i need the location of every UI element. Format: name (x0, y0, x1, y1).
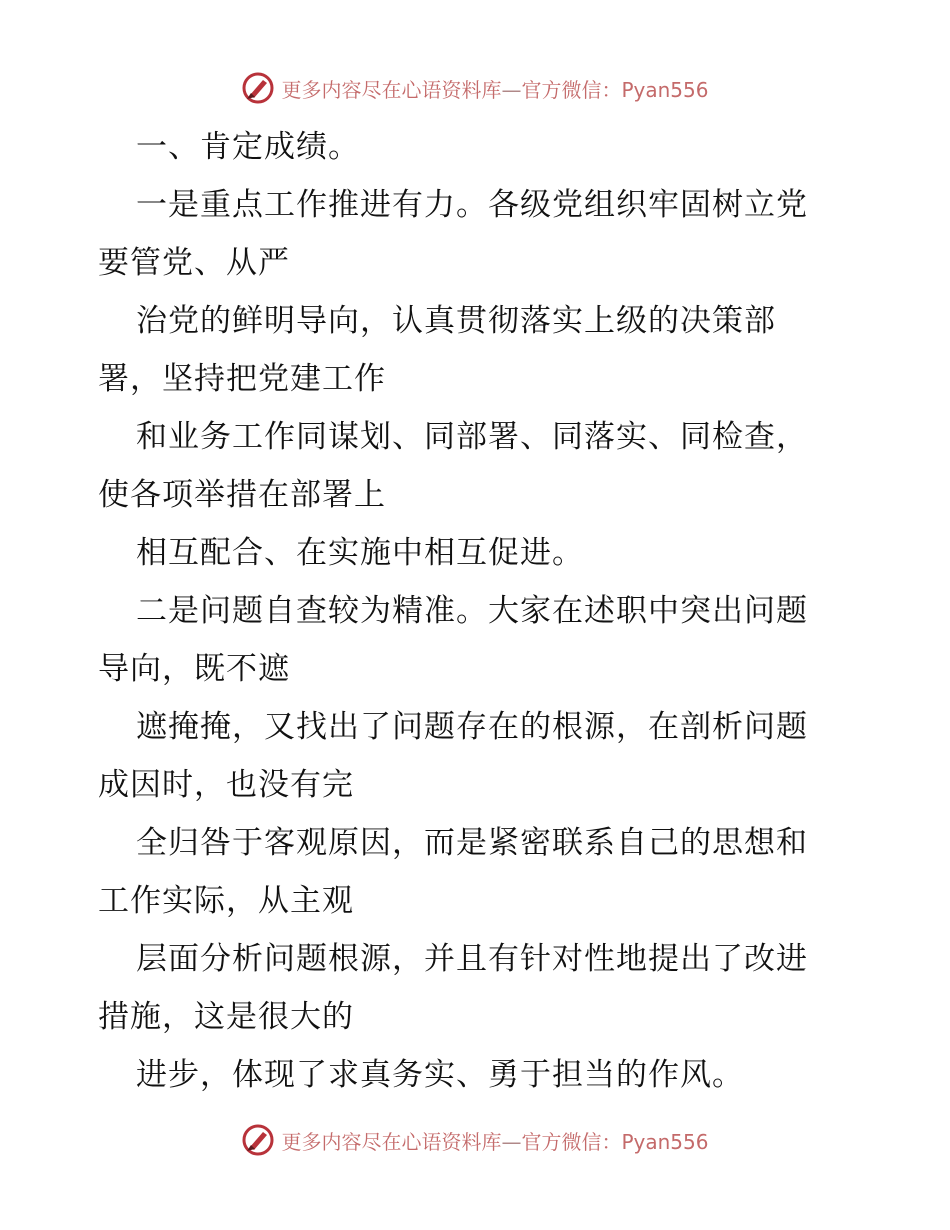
header-banner (0, 68, 950, 108)
text-line: 全归咎于客观原因，而是紧密联系自己的思想和 (136, 825, 808, 861)
footer-banner-text (281, 1126, 708, 1155)
text-line: 署，坚持把党建工作 (98, 361, 386, 397)
footer-wechat-text: 官方微信：Pyan556 (521, 1129, 709, 1154)
text-line: 工作实际，从主观 (98, 883, 354, 919)
header-banner-text (281, 74, 708, 103)
text-line: 措施，这是很大的 (98, 999, 354, 1035)
text-line: 导向，既不遮 (98, 651, 290, 687)
text-line: 成因时，也没有完 (98, 767, 354, 803)
text-line: 相互配合、在实施中相互促进。 (136, 535, 584, 571)
pen-logo-icon (241, 71, 275, 105)
footer-brand-text: 更多内容尽在心语资料库 (281, 1129, 502, 1154)
footer-separator: — (501, 1129, 522, 1154)
text-line: 和业务工作同谋划、同部署、同落实、同检查， (136, 419, 808, 455)
pen-logo-icon (241, 1123, 275, 1157)
text-line: 要管党、从严 (98, 245, 290, 281)
text-line: 一是重点工作推进有力。各级党组织牢固树立党 (136, 187, 808, 223)
header-wechat-text: 官方微信：Pyan556 (521, 77, 709, 102)
text-line: 治党的鲜明导向，认真贯彻落实上级的决策部 (136, 303, 776, 339)
text-line: 层面分析问题根源，并且有针对性地提出了改进 (136, 941, 808, 977)
text-line: 二是问题自查较为精准。大家在述职中突出问题 (136, 593, 808, 629)
document-body (98, 118, 858, 1104)
header-separator: — (501, 77, 522, 102)
text-line: 使各项举措在部署上 (98, 477, 386, 513)
text-line: 一、肯定成绩。 (136, 129, 360, 165)
text-line: 进步，体现了求真务实、勇于担当的作风。 (136, 1057, 744, 1093)
header-brand-text: 更多内容尽在心语资料库 (281, 77, 502, 102)
footer-banner (0, 1120, 950, 1160)
text-line: 遮掩掩，又找出了问题存在的根源，在剖析问题 (136, 709, 808, 745)
